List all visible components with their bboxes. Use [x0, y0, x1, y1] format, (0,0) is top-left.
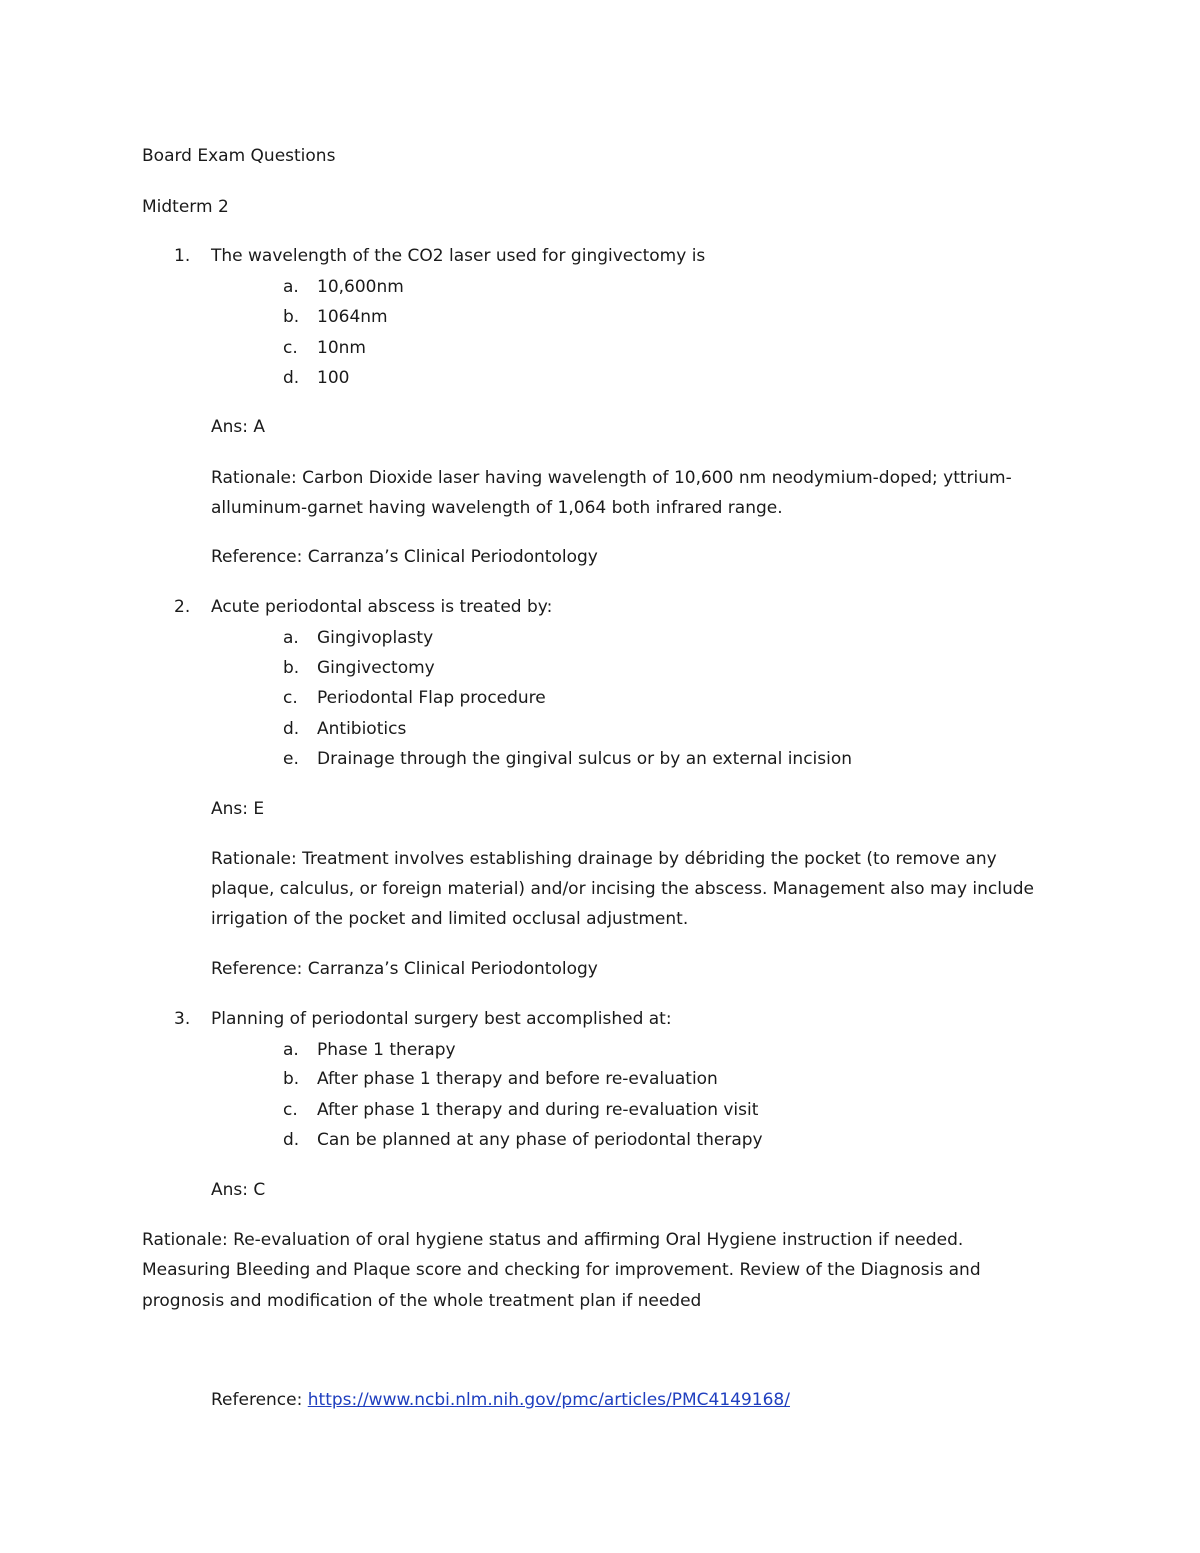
option-letter: b. [283, 658, 300, 678]
option-text: After phase 1 therapy and during re-evaluation visit [317, 1100, 759, 1120]
option-text: Antibiotics [317, 719, 407, 739]
rationale-line: Measuring Bleeding and Plaque score and checking for improvement. Review of the Diagnosis and [142, 1260, 981, 1280]
option-text: Periodontal Flap procedure [317, 688, 546, 708]
reference: Reference: Carranza’s Clinical Periodontology [211, 547, 598, 567]
reference [211, 1389, 790, 1411]
option-letter: a. [283, 628, 299, 648]
rationale-line: plaque, calculus, or foreign material) and/or incising the abscess. Management also may include [211, 879, 1035, 899]
rationale-line: Rationale: Re-evaluation of oral hygiene status and affirming Oral Hygiene instruction if needed. [142, 1230, 964, 1250]
option-text: Gingivectomy [317, 658, 435, 678]
option-text: 100 [317, 368, 350, 388]
reference: Reference: Carranza’s Clinical Periodontology [211, 959, 598, 979]
option-text: 10nm [317, 338, 366, 358]
answer: Ans: A [211, 417, 266, 437]
question-text: Acute periodontal abscess is treated by: [211, 597, 553, 617]
rationale-line: Rationale: Carbon Dioxide laser having wavelength of 10,600 nm neodymium-doped; yttrium- [211, 468, 1012, 488]
option-text: Can be planned at any phase of periodontal therapy [317, 1130, 763, 1150]
option-letter: c. [283, 338, 298, 358]
document-title: Board Exam Questions [142, 146, 336, 166]
option-letter: b. [283, 307, 300, 327]
option-letter: c. [283, 688, 298, 708]
answer: Ans: C [211, 1180, 266, 1200]
rationale-line: alluminum-garnet having wavelength of 1,064 both infrared range. [211, 498, 783, 518]
option-letter: e. [283, 749, 299, 769]
option-text: Phase 1 therapy [317, 1040, 456, 1060]
question-number: 3. [174, 1009, 191, 1029]
rationale-line: Rationale: Treatment involves establishing drainage by débriding the pocket (to remove any [211, 849, 997, 869]
question-text: The wavelength of the CO2 laser used for gingivectomy is [211, 246, 706, 266]
option-text: After phase 1 therapy and before re-evaluation [317, 1069, 718, 1089]
option-letter: a. [283, 1040, 299, 1060]
reference-link[interactable]: https://www.ncbi.nlm.nih.gov/pmc/articles/PMC4149168/ [307, 1390, 790, 1410]
document-subtitle: Midterm 2 [142, 197, 229, 217]
answer: Ans: E [211, 799, 265, 819]
option-letter: d. [283, 1130, 300, 1150]
reference-label: Reference: [211, 1390, 308, 1410]
option-letter: d. [283, 719, 300, 739]
option-text: 10,600nm [317, 277, 404, 297]
rationale-line: prognosis and modification of the whole treatment plan if needed [142, 1291, 702, 1311]
option-text: Gingivoplasty [317, 628, 434, 648]
question-number: 1. [174, 246, 191, 266]
option-letter: d. [283, 368, 300, 388]
option-letter: b. [283, 1069, 300, 1089]
option-text: Drainage through the gingival sulcus or by an external incision [317, 749, 853, 769]
option-text: 1064nm [317, 307, 388, 327]
question-text: Planning of periodontal surgery best accomplished at: [211, 1009, 672, 1029]
rationale-line: irrigation of the pocket and limited occlusal adjustment. [211, 909, 689, 929]
option-letter: a. [283, 277, 299, 297]
option-letter: c. [283, 1100, 298, 1120]
question-number: 2. [174, 597, 191, 617]
